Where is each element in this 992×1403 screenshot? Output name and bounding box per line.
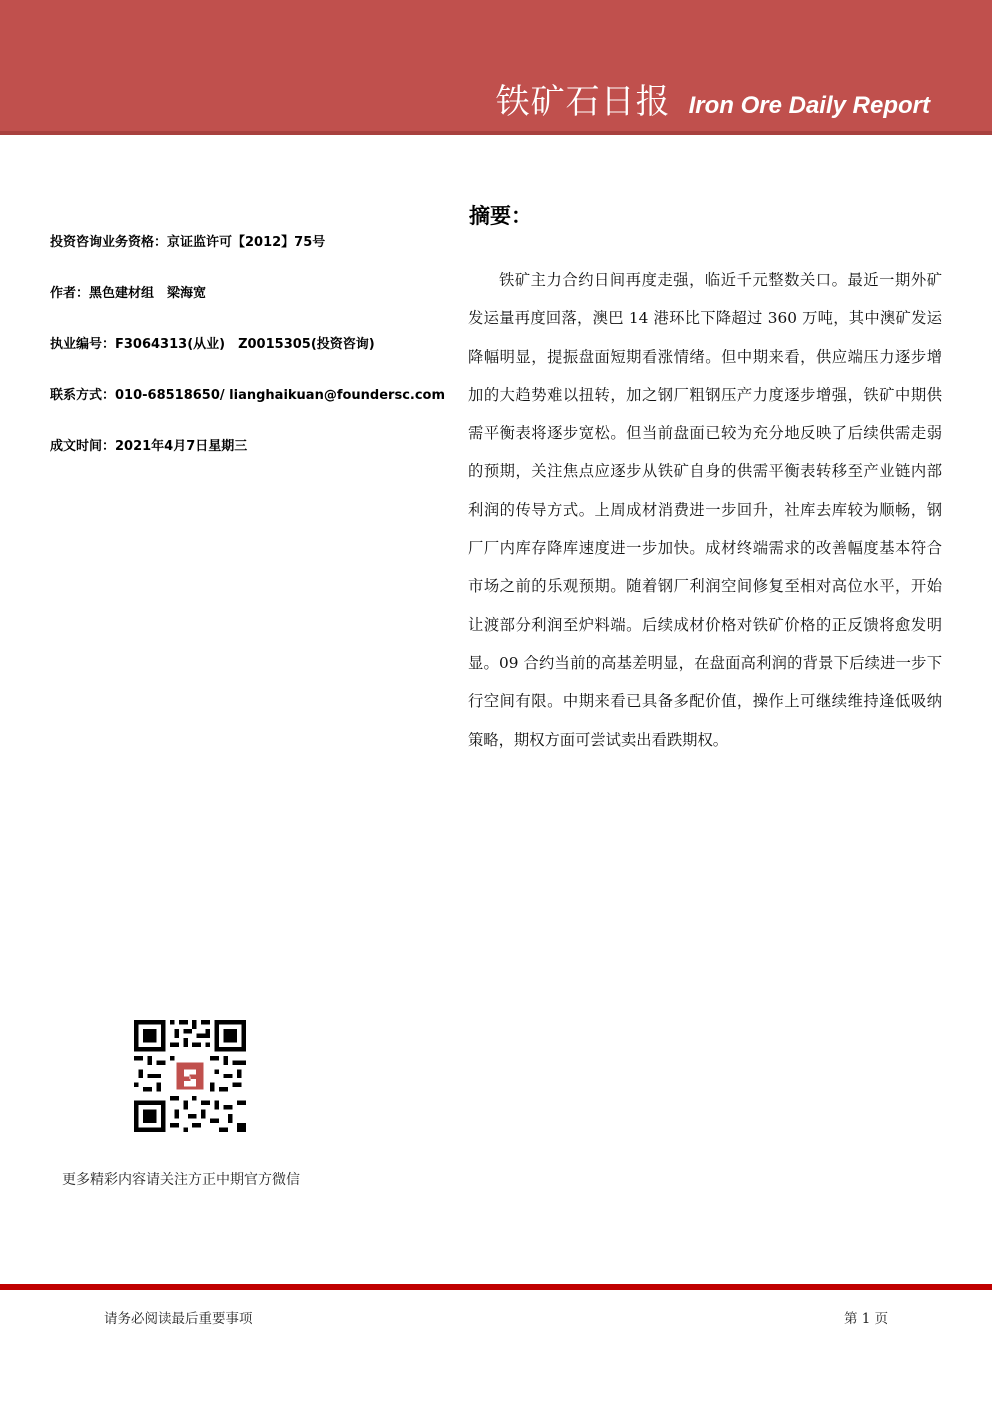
report-title-cn: 铁矿石日报 (495, 82, 671, 122)
license-line: 执业编号：F3064313(从业) Z0015305(投资咨询) (50, 337, 375, 352)
summary-body: 铁矿主力合约日间再度走强，临近千元整数关口。最近一期外矿发运量再度回落，澳巴 14 港环比下降超过 360 万吨，其中澳矿发运降幅明显，提振盘面短期看涨情绪。但中期来看，供应端压力逐步增加的大趋势难以扭转，加之钢厂粗钢压产力度逐步增强，铁矿中期供需平衡表将逐步宽松。但当前盘面已较为充分地反映了后续供需走弱的预期，关注焦点应逐步从铁矿自身的供需平衡表转移至产业链内部利润的传导方式。上周成材消费进一步回升，社库去库较为顺畅，钢厂厂内库存降库速度进一步加快。成材终端需求的改善幅度基本符合市场之前的乐观预期。随着钢厂利润空间修复至相对高位水平，开始让渡部分利润至炉料端。后续成材价格对铁矿价格的正反馈将愈发明显。09 合约当前的高基差明显，在盘面高利润的背景下后续进一步下行空间有限。中期来看已具备多配价值，操作上可继续维持逢低吸纳策略，期权方面可尝试卖出看跌期权。 (468, 271, 942, 749)
author-info (50, 233, 450, 488)
date-line: 成文时间：2021年4月7日星期三 (50, 439, 248, 454)
report-title (496, 74, 930, 123)
qr-code-icon (134, 1020, 246, 1132)
contact-line: 联系方式：010-68518650/ lianghaikuan@foundersc.com (50, 388, 446, 403)
summary-heading: 摘要： (469, 204, 532, 228)
qr-caption: 更多精彩内容请关注方正中期官方微信 (62, 1172, 300, 1188)
qualification-line: 投资咨询业务资格：京证监许可【2012】75号 (50, 235, 326, 250)
author-line: 作者：黑色建材组 梁海宽 (50, 286, 207, 301)
disclaimer-note: 请务必阅读最后重要事项 (104, 1311, 253, 1327)
header-band (0, 0, 992, 131)
footer-rule (0, 1284, 992, 1290)
page-number: 第 1 页 (844, 1311, 889, 1327)
header-stripe (0, 131, 992, 135)
report-title-en: Iron Ore Daily Report (688, 92, 930, 119)
